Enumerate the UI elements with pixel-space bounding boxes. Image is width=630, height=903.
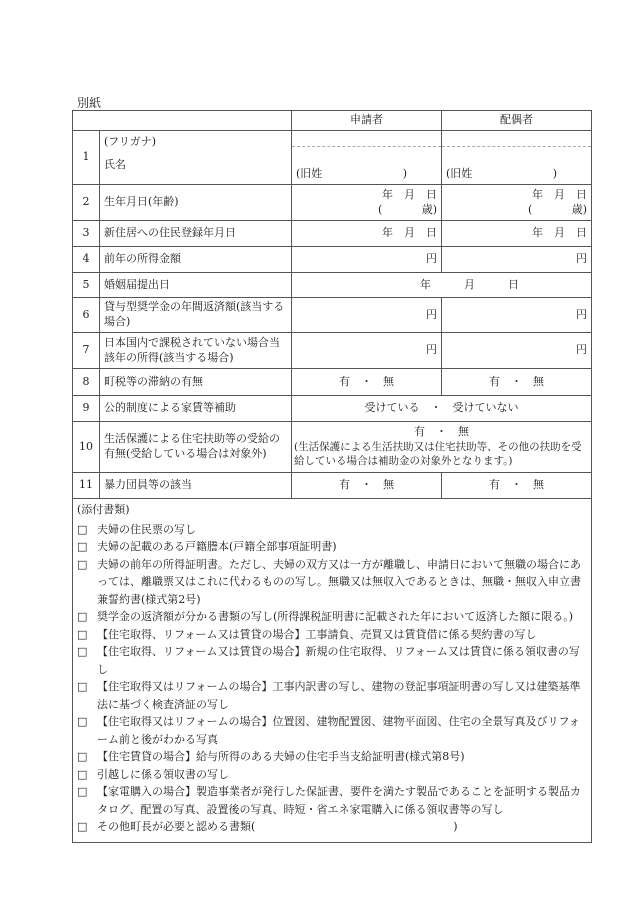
row-attachments xyxy=(73,499,592,843)
row-label: 婚姻届提出日 xyxy=(100,273,292,298)
attachment-text: 【住宅取得又はリフォームの場合】位置図、建物配置図、建物平面図、住宅の全景写真及びリフォーム前と後がわかる写真 xyxy=(97,715,580,746)
rent-subsidy-choice[interactable]: 受けている ・ 受けていない xyxy=(292,396,592,422)
checkbox-icon[interactable]: □ xyxy=(77,557,88,571)
row-gang-member xyxy=(73,473,592,499)
age-open: ( xyxy=(378,202,383,216)
row-number: 9 xyxy=(73,396,100,422)
applicant-income-field[interactable]: 円 xyxy=(292,247,442,273)
attachment-text: 【住宅取得、リフォーム又は賃貸の場合】工事請負、売買又は賃貸借に係る契約書の写し xyxy=(97,627,537,641)
marriage-date-field[interactable]: 年 月 日 xyxy=(292,273,592,298)
row-label: 暴力団員等の該当 xyxy=(100,473,292,499)
attachments-section xyxy=(73,499,592,843)
row-label: 新住居への住民登録年月日 xyxy=(100,221,292,247)
welfare-choice[interactable]: 有 ・ 無 xyxy=(414,425,469,439)
checkbox-icon[interactable]: □ xyxy=(77,715,88,729)
applicant-name-field[interactable] xyxy=(292,131,442,185)
spouse-furigana-line[interactable] xyxy=(442,131,591,147)
attachment-item xyxy=(77,608,587,626)
application-form-table xyxy=(72,110,592,843)
row-label: 町税等の滞納の有無 xyxy=(100,369,292,396)
applicant-untaxed-income-field[interactable]: 円 xyxy=(292,333,442,369)
row-label: 生年月日(年齢) xyxy=(100,185,292,221)
applicant-scholarship-field[interactable]: 円 xyxy=(292,298,442,333)
checkbox-icon[interactable]: □ xyxy=(77,785,88,799)
attachment-item xyxy=(77,678,587,713)
attachments-list xyxy=(77,521,587,836)
row-number: 8 xyxy=(73,369,100,396)
row-label: 日本国内で課税されていない場合当該年の所得(該当する場合) xyxy=(100,333,292,369)
row-number: 5 xyxy=(73,273,100,298)
spouse-registration-date-field[interactable]: 年 月 日 xyxy=(442,221,592,247)
attachment-text: 夫婦の住民票の写し xyxy=(97,522,196,536)
checkbox-icon[interactable]: □ xyxy=(77,767,88,781)
checkbox-icon[interactable]: □ xyxy=(77,540,88,554)
row-label: 前年の所得金額 xyxy=(100,247,292,273)
checkbox-icon[interactable]: □ xyxy=(77,750,88,764)
row-marriage-date xyxy=(73,273,592,298)
row-income xyxy=(73,247,592,273)
attachment-item xyxy=(77,748,587,766)
checkbox-icon[interactable]: □ xyxy=(77,680,88,694)
applicant-tax-arrears-choice[interactable]: 有 ・ 無 xyxy=(292,369,442,396)
age-label: 歳) xyxy=(421,202,437,216)
attachment-item xyxy=(77,643,587,678)
attachment-item xyxy=(77,783,587,818)
attachment-item xyxy=(77,626,587,644)
attachment-item xyxy=(77,556,587,609)
row-label: 貸与型奨学金の年間返済額(該当する場合) xyxy=(100,298,292,333)
row-number: 6 xyxy=(73,298,100,333)
attachment-text: 引越しに係る領収書の写し xyxy=(97,767,229,781)
spouse-old-name-label: (旧姓 xyxy=(446,167,473,180)
attachment-item xyxy=(77,818,587,836)
row-rent-subsidy xyxy=(73,396,592,422)
row-registration-date xyxy=(73,221,592,247)
row-birthdate xyxy=(73,185,592,221)
applicant-gang-member-choice[interactable]: 有 ・ 無 xyxy=(292,473,442,499)
attachment-item xyxy=(77,766,587,784)
spouse-old-name-close: ) xyxy=(552,167,557,180)
row-untaxed-income xyxy=(73,333,592,369)
spouse-scholarship-field[interactable]: 円 xyxy=(442,298,592,333)
attachment-text: 夫婦の記載のある戸籍謄本(戸籍全部事項証明書) xyxy=(97,540,337,554)
applicant-old-name-close: ) xyxy=(402,167,407,180)
spouse-tax-arrears-choice[interactable]: 有 ・ 無 xyxy=(442,369,592,396)
row-number: 1 xyxy=(73,131,100,185)
page-label: 別紙 xyxy=(77,96,102,110)
spouse-income-field[interactable]: 円 xyxy=(442,247,592,273)
attachment-text: 【住宅賃貸の場合】給与所得のある夫婦の住宅手当支給証明書(様式第8号) xyxy=(97,750,465,764)
applicant-furigana-line[interactable] xyxy=(292,131,441,147)
ymd-label: 年 月 日 xyxy=(382,187,437,201)
applicant-registration-date-field[interactable]: 年 月 日 xyxy=(292,221,442,247)
checkbox-icon[interactable]: □ xyxy=(77,820,88,834)
applicant-old-name-label: (旧姓 xyxy=(296,167,323,180)
row-number: 2 xyxy=(73,185,100,221)
ymd-label: 年 月 日 xyxy=(532,187,587,201)
applicant-birthdate-field[interactable] xyxy=(292,185,442,221)
spouse-name-field[interactable] xyxy=(442,131,592,185)
header-spouse: 配偶者 xyxy=(442,111,592,131)
row-number: 10 xyxy=(73,422,100,473)
checkbox-icon[interactable]: □ xyxy=(77,645,88,659)
furigana-label: (フリガナ) xyxy=(104,135,157,148)
row-number: 11 xyxy=(73,473,100,499)
header-blank xyxy=(73,111,292,131)
age-label: 歳) xyxy=(571,202,587,216)
attachment-text: 【住宅取得又はリフォームの場合】工事内訳書の写し、建物の登記事項証明書の写し又は建築基準法に基づく検査済証の写し xyxy=(97,680,581,711)
row-name xyxy=(73,131,592,185)
row-scholarship xyxy=(73,298,592,333)
attachment-text: 【家電購入の場合】製造事業者が発行した保証書、要件を満たす製品であることを証明する製品カタログ、配置の写真、設置後の写真、時短・省エネ家電購入に係る領収書等の写し xyxy=(97,785,581,816)
row-label xyxy=(100,131,292,185)
welfare-field xyxy=(292,422,592,473)
row-number: 3 xyxy=(73,221,100,247)
spouse-untaxed-income-field[interactable]: 円 xyxy=(442,333,592,369)
attachment-text: 奨学金の返済額が分かる書類の写し(所得課税証明書に記載された年において返済した額に限る。) xyxy=(97,610,574,624)
attachments-title: (添付書類) xyxy=(77,503,130,516)
header-applicant: 申請者 xyxy=(292,111,442,131)
row-number: 4 xyxy=(73,247,100,273)
row-welfare xyxy=(73,422,592,473)
welfare-note: (生活保護による生活扶助又は住宅扶助等、その他の扶助を受給している場合は補助金の対象外となります。) xyxy=(294,441,582,468)
attachment-text: 【住宅取得、リフォーム又は賃貸の場合】新規の住宅取得、リフォーム又は賃貸に係る領収書の写し xyxy=(97,645,580,676)
checkbox-icon[interactable]: □ xyxy=(77,627,88,641)
spouse-gang-member-choice[interactable]: 有 ・ 無 xyxy=(442,473,592,499)
row-label: 公的制度による家賃等補助 xyxy=(100,396,292,422)
row-tax-arrears xyxy=(73,369,592,396)
row-number: 7 xyxy=(73,333,100,369)
row-label: 生活保護による住宅扶助等の受給の有無(受給している場合は対象外) xyxy=(100,422,292,473)
header-row xyxy=(73,111,592,131)
attachment-item xyxy=(77,713,587,748)
attachment-text: 夫婦の前年の所得証明書。ただし、夫婦の双方又は一方が離職し、申請日において無職の場合にあっては、離職票又はこれに代わるものの写し。無職又は無収入であるときは、無職・無収入申立書兼誓約書(様式第2号) xyxy=(97,557,581,606)
age-open: ( xyxy=(528,202,533,216)
name-label: 氏名 xyxy=(104,157,126,171)
attachment-text: その他町長が必要と認める書類( ) xyxy=(97,820,458,834)
attachment-item xyxy=(77,521,587,539)
attachment-item xyxy=(77,538,587,556)
checkbox-icon[interactable]: □ xyxy=(77,610,88,624)
spouse-birthdate-field[interactable] xyxy=(442,185,592,221)
checkbox-icon[interactable]: □ xyxy=(77,522,88,536)
